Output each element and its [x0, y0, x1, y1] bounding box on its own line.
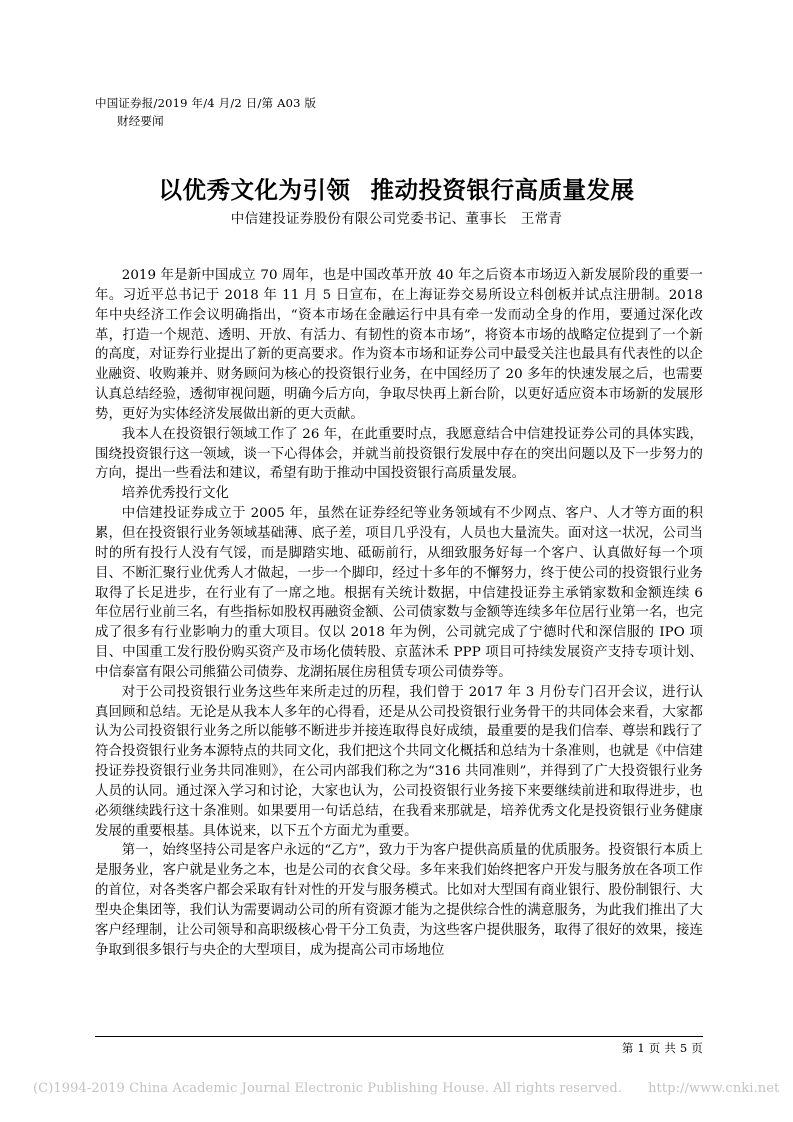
footer-divider [95, 1036, 703, 1037]
page-title-part-one: 以优秀文化为引领 [158, 175, 351, 204]
page-title-part-two: 推动投资银行高质量发展 [370, 175, 635, 204]
masthead [95, 94, 715, 130]
page-title [0, 174, 793, 206]
article-subheading: 培养优秀投行文化 [121, 486, 229, 502]
watermark-url: http://www.cnki.net [648, 1081, 780, 1096]
article-paragraph: 2019 年是新中国成立 70 周年，也是中国改革开放 40 年之后资本市场迈入新发展阶段的重要一年。习近平总书记于 2018 年 11 月 5 日宣布，在上海证券交易所设立科创板并试点注册制。2018 年中央经济工作会议明确指出，“资本市场在金融运行中具有牵一发而动全身的作用，要通过深化改革，打造一个规范、透明、开放、有活力、有韧性的资本市场”，将资本市场的战略定位提到了一个新的高度，对证券行业提出了新的更高要求。作为资本市场和证券公司中最受关注也最具有代表性的以企业融资、收购兼并、财务顾问为核心的投资银行业务，在中国经历了 20 多年的快速发展之后，也需要认真总结经验，透彻审视问题，明确今后方向，争取尽快再上新台阶，以更好适应资本市场新的发展形势，更好为实体经济发展做出新的更大贡献。 [95, 268, 703, 422]
byline-author: 王常青 [520, 211, 563, 227]
cnki-watermark [33, 1080, 780, 1098]
article-paragraph: 我本人在投资银行领域工作了 26 年，在此重要时点，我愿意结合中信建投证券公司的具体实践，围绕投资银行这一领域，谈一下心得体会，并就当前投资银行发展中存在的突出问题以及下一步努力的方向，提出一些看法和建议，希望有助于推动中国投资银行高质量发展。 [95, 426, 703, 482]
article-paragraph: 对于公司投资银行业务这些年来所走过的历程，我们曾于 2017 年 3 月份专门召开会议，进行认真回顾和总结。无论是从我本人多年的心得看，还是从公司投资银行业务骨干的共同体会来看，大家都认为公司投资银行业务之所以能够不断进步并接连取得良好成绩，最重要的是我们信奉、尊崇和践行了符合投资银行业务本源特点的共同文化，我们把这个共同文化概括和总结为十条准则，也就是《中信建投证券投资银行业务共同准则》，在公司内部我们称之为“316 共同准则”，并得到了广大投资银行业务人员的认同。通过深入学习和讨论，大家也认为，公司投资银行业务接下来要继续前进和取得进步，也必须继续践行这十条准则。如果要用一句话总结，在我看来那就是，培养优秀文化是投资银行业务健康发展的重要根基。具体说来，以下五个方面尤为重要。 [95, 684, 703, 839]
watermark-copyright-text: (C)1994-2019 China Academic Journal Electronic Publishing House. All rights reserved. [33, 1081, 623, 1096]
masthead-section-label: 财经要闻 [117, 114, 164, 128]
page-number-label: 第 1 页 共 5 页 [621, 1041, 703, 1055]
masthead-source-line: 中国证券报/2019 年/4 月/2 日/第 A03 版 [95, 96, 317, 110]
byline [0, 209, 793, 229]
article-paragraph: 第一，始终坚持公司是客户永远的“乙方”，致力于为客户提供高质量的优质服务。投资银行本质上是服务业，客户就是业务之本，也是公司的衣食父母。多年来我们始终把客户开发与服务放在各项工作的首位，对各类客户都会采取有针对性的开发与服务模式。比如对大型国有商业银行、股份制银行、大型央企集团等，我们认为需要调动公司的所有资源才能为之提供综合性的满意服务，为此我们推出了大客户经理制，让公司领导和高职级核心骨干分工负责，为这些客户提供服务，取得了很好的效果，接连争取到很多银行与央企的大型项目，成为提高公司市场地位 [95, 843, 703, 958]
article-body [95, 266, 703, 961]
byline-affiliation: 中信建投证券股份有限公司党委书记、董事长 [230, 211, 507, 227]
article-paragraph: 中信建投证券成立于 2005 年，虽然在证券经纪等业务领域有不少网点、客户、人才等方面的积累，但在投资银行业务领域基础薄、底子差，项目几乎没有，人员也大量流失。面对这一状况，公司当时的所有投行人没有气馁，而是脚踏实地、砥砺前行，从细致服务好每一个客户、认真做好每一个项目、不断汇聚行业优秀人才做起，一步一个脚印，经过十多年的不懈努力，终于使公司的投资银行业务取得了长足进步，在行业有了一席之地。根据有关统计数据，中信建投证券主承销家数和金额连续 6 年位居行业前三名，有些指标如股权再融资金额、公司债家数与金额等连续多年位居行业第一名，也完成了很多有行业影响力的重大项目。仅以 2018 年为例，公司就完成了宁德时代和深信服的 IPO 项目、中国重工发行股份购买资产及市场化债转股、京蓝沐禾 PPP 项目可持续发展资产支持专项计划、中信泰富有限公司熊猫公司债券、龙湖拓展住房租赁专项公司债券等。 [95, 506, 703, 680]
